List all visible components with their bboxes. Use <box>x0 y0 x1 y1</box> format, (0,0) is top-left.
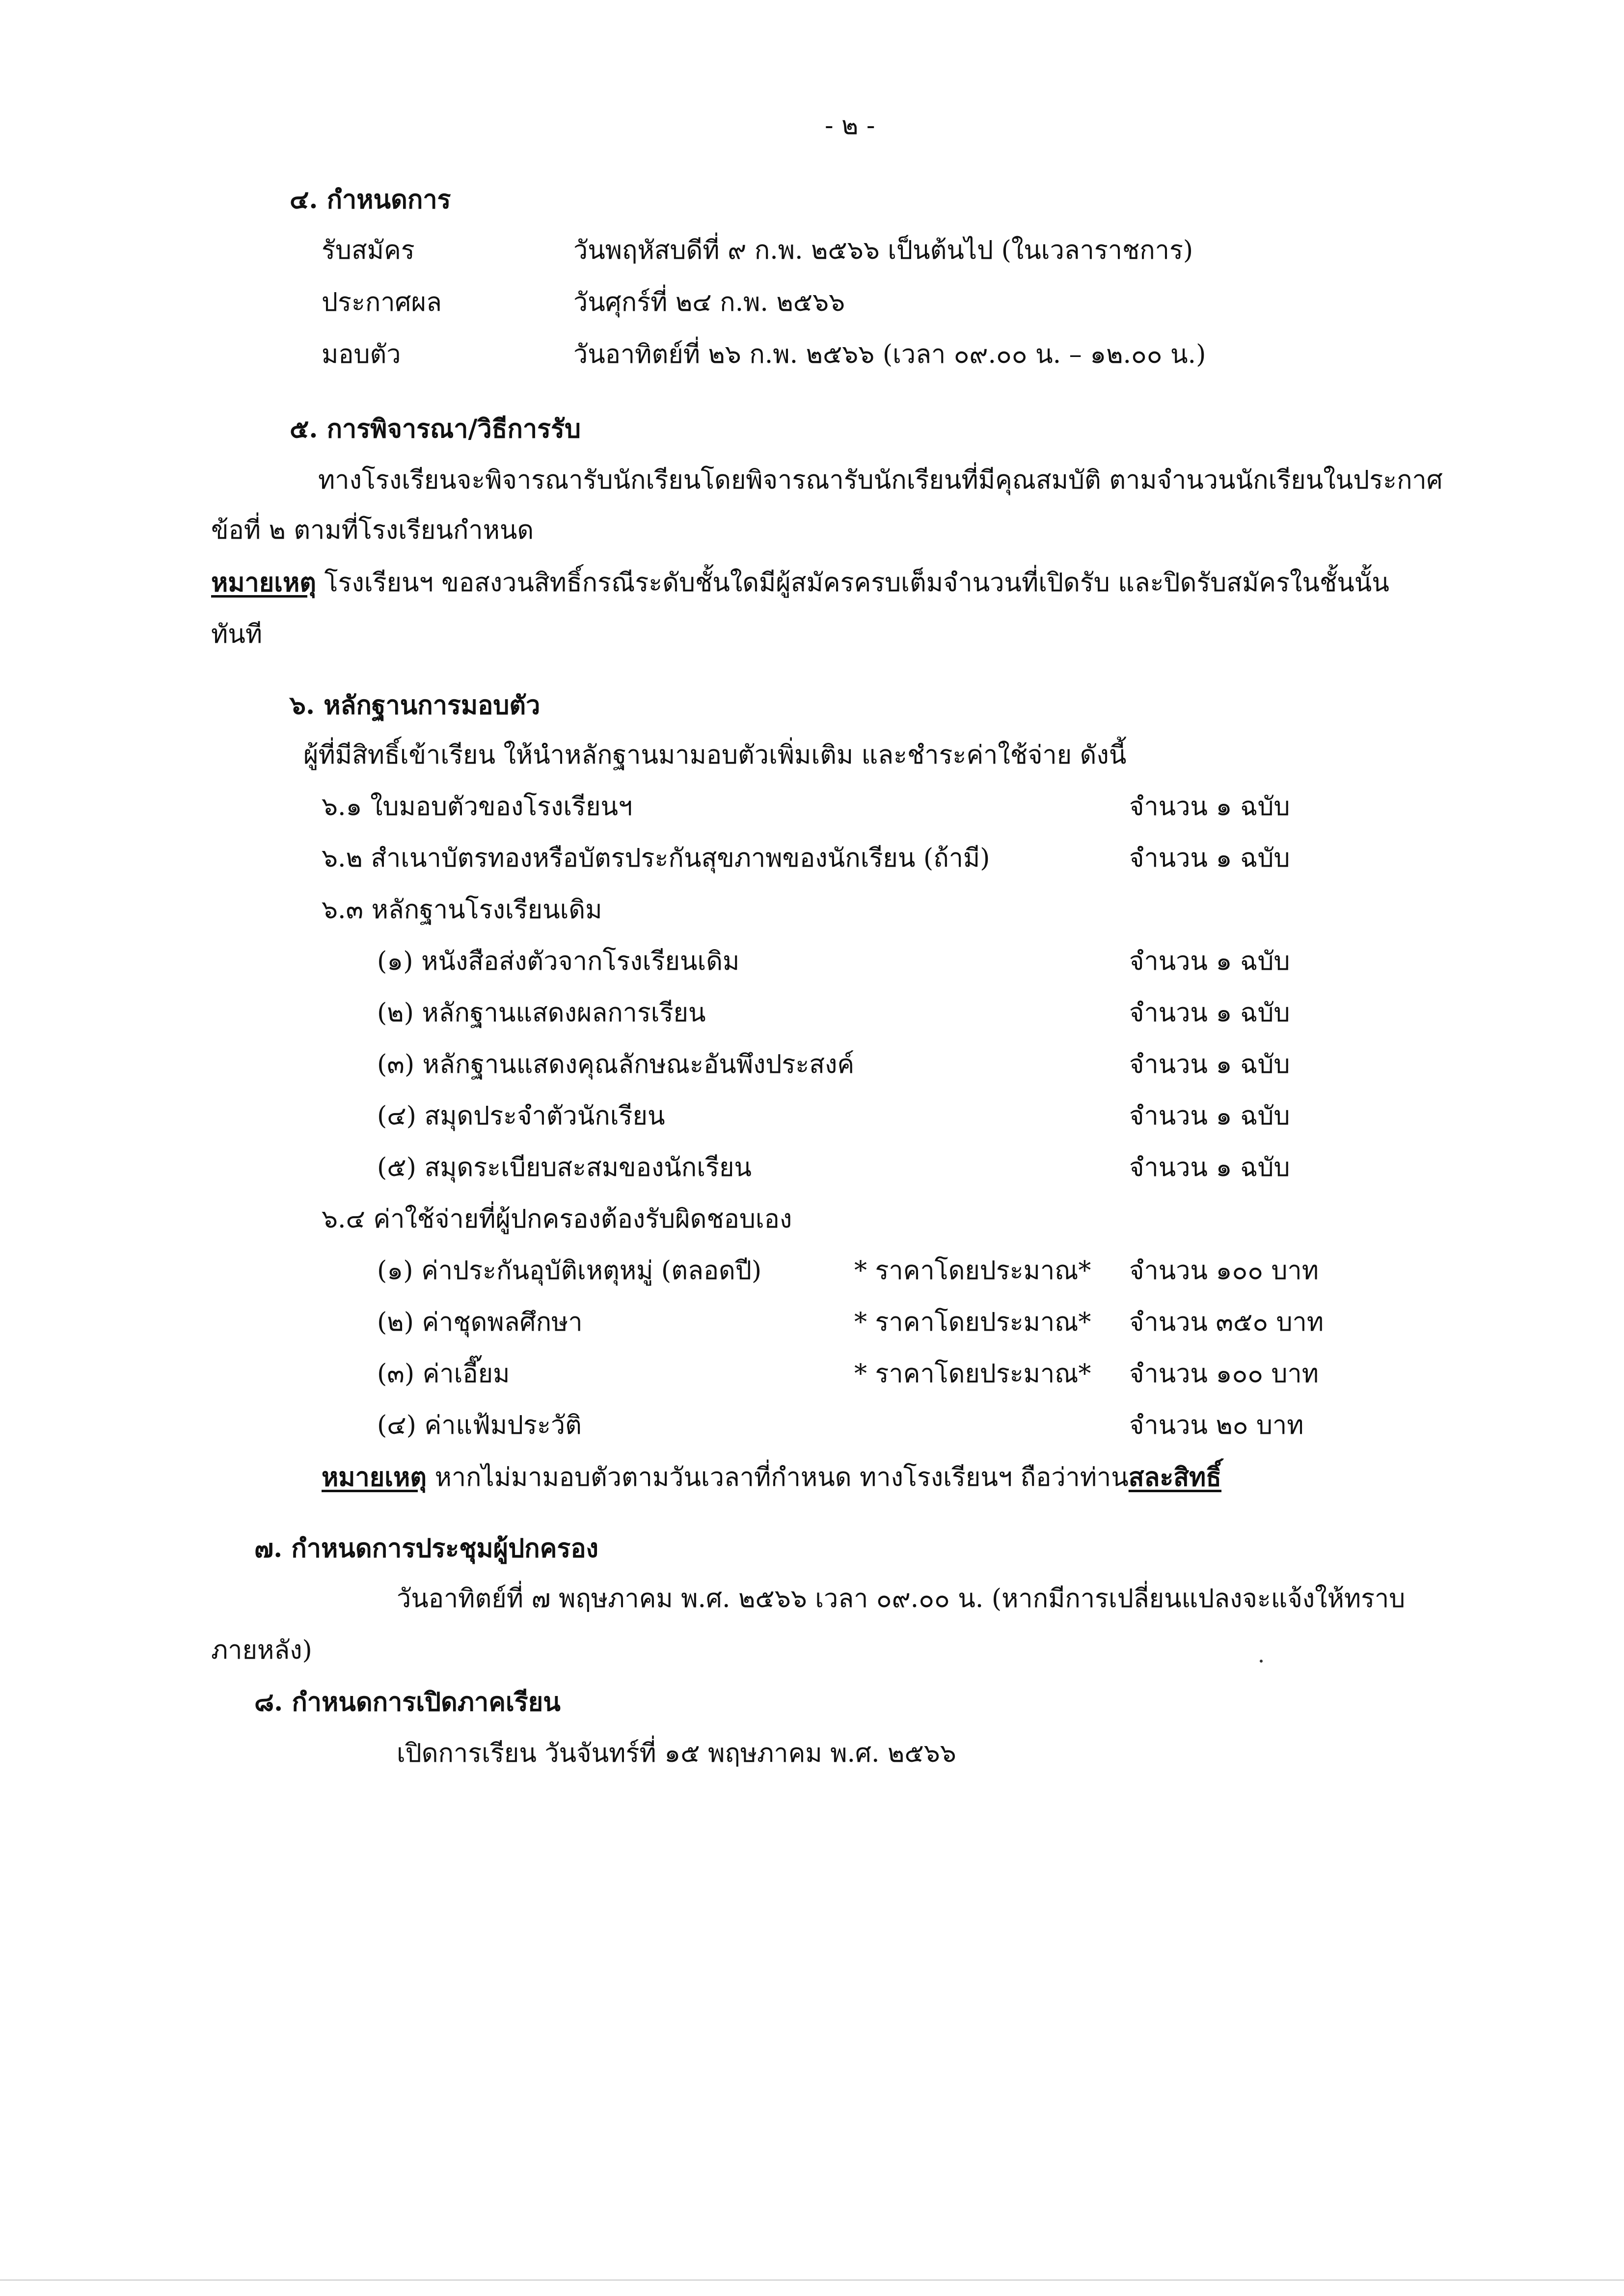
s6-item-1-label: ๖.๑ ใบมอบตัวของโรงเรียนฯ <box>322 792 633 821</box>
s5-note-label: หมายเหตุ <box>211 568 317 598</box>
s5-paragraph-line-2: ข้อที่ ๒ ตามที่โรงเรียนกำหนด <box>211 516 534 545</box>
s4-value-apply: วันพฤหัสบดีที่ ๙ ก.พ. ๒๕๖๖ เป็นต้นไป (ในเวลาราชการ) <box>573 236 1193 265</box>
s6-item-4-sub-3-note: * ราคาโดยประมาณ* <box>854 1359 1091 1389</box>
s6-note-text: หากไม่มามอบตัวตามวันเวลาที่กำหนด ทางโรงเรียนฯ ถือว่าท่าน <box>427 1463 1129 1492</box>
s6-note-label: หมายเหตุ <box>322 1462 427 1492</box>
s5-note <box>211 569 1389 597</box>
s6-item-4-sub-1-label: (๑) ค่าประกันอุบัติเหตุหมู่ (ตลอดปี) <box>377 1256 762 1285</box>
s6-item-4-sub-4-label: (๔) ค่าแฟ้มประวัติ <box>377 1411 582 1440</box>
s6-item-3-sub-4-qty: จำนวน ๑ ฉบับ <box>1129 1101 1290 1131</box>
s6-item-4-sub-3-label: (๓) ค่าเอี๊ยม <box>377 1359 510 1389</box>
s4-value-report: วันอาทิตย์ที่ ๒๖ ก.พ. ๒๕๖๖ (เวลา ๐๙.๐๐ น. – ๑๒.๐๐ น.) <box>573 340 1206 369</box>
s6-item-4-sub-2-label: (๒) ค่าชุดพลศึกษา <box>377 1308 583 1337</box>
stray-mark <box>1259 1659 1263 1663</box>
s6-item-3-sub-1-label: (๑) หนังสือส่งตัวจากโรงเรียนเดิม <box>377 947 740 976</box>
page-number: - ๒ - <box>825 111 875 140</box>
s4-label-apply: รับสมัคร <box>322 236 415 265</box>
s8-line-1: เปิดการเรียน วันจันทร์ที่ ๑๕ พฤษภาคม พ.ศ. ๒๕๖๖ <box>397 1739 956 1768</box>
s6-item-3-sub-3-label: (๓) หลักฐานแสดงคุณลักษณะอันพึงประสงค์ <box>377 1050 855 1079</box>
section-4-heading: ๔. กำหนดการ <box>290 185 451 215</box>
s6-item-3-sub-5-qty: จำนวน ๑ ฉบับ <box>1129 1153 1290 1182</box>
s6-intro: ผู้ที่มีสิทธิ์เข้าเรียน ให้นำหลักฐานมามอบตัวเพิ่มเติม และชำระค่าใช้จ่าย ดังนี้ <box>303 740 1127 770</box>
s6-item-4-sub-2-qty: จำนวน ๓๕๐ บาท <box>1129 1308 1324 1337</box>
s7-line-2: ภายหลัง) <box>211 1636 312 1665</box>
s4-value-announce: วันศุกร์ที่ ๒๔ ก.พ. ๒๕๖๖ <box>573 288 845 317</box>
s6-item-3-sub-2-label: (๒) หลักฐานแสดงผลการเรียน <box>377 998 706 1028</box>
s7-line-1: วันอาทิตย์ที่ ๗ พฤษภาคม พ.ศ. ๒๕๖๖ เวลา ๐๙.๐๐ น. (หากมีการเปลี่ยนแปลงจะแจ้งให้ทราบ <box>397 1584 1406 1613</box>
section-6-heading: ๖. หลักฐานการมอบตัว <box>290 690 541 720</box>
s5-paragraph-line-1: ทางโรงเรียนจะพิจารณารับนักเรียนโดยพิจารณารับนักเรียนที่มีคุณสมบัติ ตามจำนวนนักเรียนในประกาศ <box>318 465 1443 495</box>
s6-item-2-qty: จำนวน ๑ ฉบับ <box>1129 844 1290 873</box>
s6-item-4-sub-4-qty: จำนวน ๒๐ บาท <box>1129 1411 1304 1440</box>
s6-item-4-label: ๖.๔ ค่าใช้จ่ายที่ผู้ปกครองต้องรับผิดชอบเอง <box>322 1204 792 1234</box>
s6-item-4-sub-3-qty: จำนวน ๑๐๐ บาท <box>1129 1359 1319 1389</box>
s6-item-4-sub-2-note: * ราคาโดยประมาณ* <box>854 1308 1091 1337</box>
s4-label-announce: ประกาศผล <box>322 288 442 317</box>
s5-note-line-2: ทันที <box>211 620 263 649</box>
s6-note <box>322 1463 1221 1492</box>
s6-item-4-sub-1-qty: จำนวน ๑๐๐ บาท <box>1129 1256 1319 1285</box>
section-7-heading: ๗. กำหนดการประชุมผู้ปกครอง <box>254 1533 598 1563</box>
s6-item-3-sub-3-qty: จำนวน ๑ ฉบับ <box>1129 1050 1290 1079</box>
scan-bottom-edge <box>0 2279 1624 2281</box>
s6-item-2-label: ๖.๒ สำเนาบัตรทองหรือบัตรประกันสุขภาพของนักเรียน (ถ้ามี) <box>322 844 990 873</box>
s6-item-1-qty: จำนวน ๑ ฉบับ <box>1129 792 1290 821</box>
s6-item-3-sub-1-qty: จำนวน ๑ ฉบับ <box>1129 947 1290 976</box>
s6-item-3-sub-2-qty: จำนวน ๑ ฉบับ <box>1129 998 1290 1028</box>
s6-item-4-sub-1-note: * ราคาโดยประมาณ* <box>854 1256 1091 1285</box>
s6-item-3-sub-5-label: (๕) สมุดระเบียบสะสมของนักเรียน <box>377 1153 752 1182</box>
section-8-heading: ๘. กำหนดการเปิดภาคเรียน <box>254 1687 561 1717</box>
section-5-heading: ๕. การพิจารณา/วิธีการรับ <box>290 414 581 444</box>
s4-label-report: มอบตัว <box>322 340 401 369</box>
s6-item-3-sub-4-label: (๔) สมุดประจำตัวนักเรียน <box>377 1101 665 1131</box>
s6-item-3-label: ๖.๓ หลักฐานโรงเรียนเดิม <box>322 895 602 925</box>
s5-note-text: โรงเรียนฯ ขอสงวนสิทธิ์กรณีระดับชั้นใดมีผู้สมัครครบเต็มจำนวนที่เปิดรับ และปิดรับสมัครในชั้นนั้น <box>316 568 1389 598</box>
s6-note-emphasis: สละสิทธิ์ <box>1128 1462 1222 1492</box>
